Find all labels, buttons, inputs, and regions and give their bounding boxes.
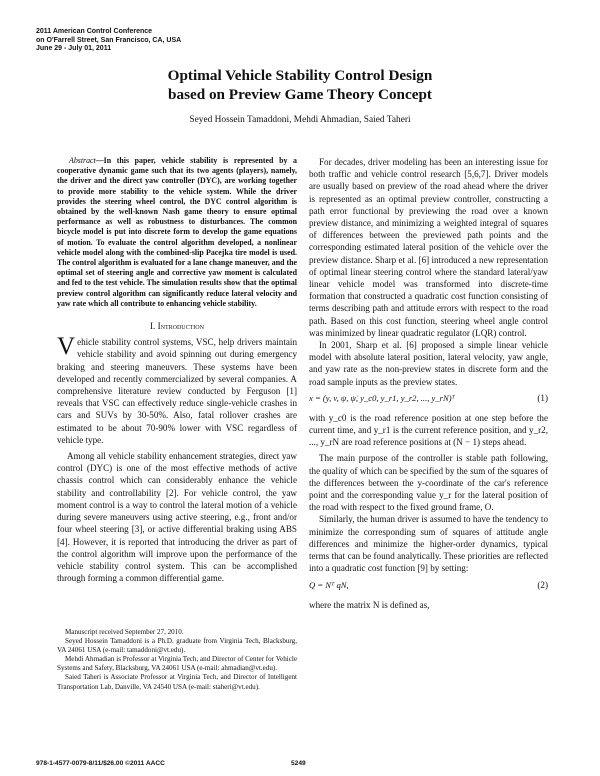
drop-cap: V	[57, 333, 76, 361]
conference-dates: June 29 - July 01, 2011	[36, 45, 112, 53]
equation-2	[309, 579, 548, 595]
left-column	[57, 156, 297, 584]
equation-1-number: (1)	[537, 392, 548, 403]
footnotes	[57, 628, 297, 692]
abstract	[57, 156, 297, 309]
intro-paragraph-1	[57, 333, 297, 446]
section-numeral: I.	[150, 321, 156, 332]
right-paragraph-2: In 2001, Sharp et al. [6] proposed a simple linear vehicle model with absolute lateral position, lateral velocity, yaw angle, and yaw rate as the non-preview states in discrete form and the road sample inputs as the preview states.	[309, 340, 548, 387]
conference-venue: on O'Farrell Street, San Francisco, CA, USA	[36, 36, 182, 44]
equation-1-body: x = (y, v, ψ, ψ̇, y_c0, y_r1, y_r2, ..., y_rN)ᵀ	[309, 392, 455, 403]
footer-isbn: 978-1-4577-0079-8/11/$26.00 ©2011 AACC	[36, 760, 165, 767]
footnote-received: Manuscript received September 27, 2010.	[65, 628, 184, 636]
abstract-text: In this paper, vehicle stability is represented by a cooperative dynamic game such that its two agents (players), namely, the driver and the direct yaw controller (DYC), are working together to provide more stability to the vehicle system. While the driver provides the steering wheel control, the DYC control algorithm is obtained by the well-known Nash game theory to ensure optimal performance as well as robustness to disturbances. The common bicycle model is put into discrete form to develop the game equations of motion. To evaluate the control algorithm developed, a nonlinear vehicle model along with the combined-slip Pacejka tire model is used. The control algorithm is evaluated for a lane change maneuver, and the optimal set of steering angle and corrective yaw moment is calculated and fed to the test vehicle. The simulation results show that the optimal preview control algorithm can significantly reduce lateral velocity and yaw rate which all contribute to enhancing vehicle stability.	[57, 156, 297, 308]
author-list: Seyed Hossein Tamaddoni, Mehdi Ahmadian, Saied Taheri	[189, 115, 411, 125]
equation-2-number: (2)	[537, 579, 548, 590]
equation-1	[309, 392, 548, 408]
right-paragraph-1: For decades, driver modeling has been an interesting issue for both traffic and vehicle control research [5,6,7]. Driver models are usually based on preview of the road ahead where the driver is represented as an optimal preview controller, constructing a path error functional by previewing the road over a known preview distance, and minimizing a weighted integral of squares of differences between the previewed path points and the corresponding estimated lateral position of the vehicle over the preview distance. Sharp et al. [6] introduced a new representation of optimal linear steering control where the standard lateral/yaw linear vehicle model was transformed into discrete-time formation that constructed a quadratic cost function consisting of terms describing path and attitude errors with respect to the road path. Based on this cost function, steering wheel angle control was minimized by linear quadratic regulator (LQR) control.	[309, 157, 548, 338]
right-paragraph-4: The main purpose of the controller is stable path following, the quality of which can be specified by the sum of the squares of the differences between the y-coordinate of the car's reference point and the corresponding value y_r for the lateral position of the road with respect to the fixed ground frame, O.	[309, 453, 548, 513]
intro-paragraph-2: Among all vehicle stability enhancement strategies, direct yaw control (DYC) is one of the most effective methods of active chassis control which can considerably enhance the vehicle stability and controllability [2]. For vehicle control, the yaw moment control is a way to control the lateral motion of a vehicle during severe maneuvers using active steering, e.g., front and/or four wheel steering [3], or active differential braking using ABS [4]. However, it is reported that introducing the driver as part of the control algorithm will improve upon the performance of the vehicle stability control system. This can be accomplished through forming a common differential game.	[57, 451, 297, 584]
right-paragraph-3: with y_c0 is the road reference position at one step before the current time, and y_r1 is the current reference position, and y_r2, ..., y_rN are road reference positions at (N − 1) steps ahead.	[309, 412, 548, 448]
title-line-2: based on Preview Game Theory Concept	[168, 85, 432, 103]
abstract-label: Abstract	[69, 156, 96, 165]
section-heading-introduction	[57, 320, 297, 332]
right-paragraph-6: where the matrix N is defined as,	[309, 599, 430, 610]
footnote-author-2: Mehdi Ahmadian is Professor at Virginia Tech, and Director of Center for Vehicle Systems and Safety, Blacksburg, VA 24061 USA (e-mail: ahmadian@vt.edu).	[57, 655, 297, 673]
equation-2-body: Q = Nᵀ qN,	[309, 579, 349, 590]
page-number: 5249	[291, 760, 306, 767]
paper-title	[0, 67, 600, 104]
conference-header	[36, 28, 181, 54]
conference-name: 2011 American Control Conference	[36, 28, 153, 35]
title-line-1: Optimal Vehicle Stability Control Design	[167, 67, 433, 84]
abstract-dash: —	[95, 156, 104, 165]
section-title: Introduction	[157, 321, 204, 332]
footnote-author-1: Seyed Hossein Tamaddoni is a Ph.D. graduate from Virginia Tech, Blacksburg, VA 24061 USA (e-mail: tamaddoni@vt.edu).	[57, 637, 297, 655]
right-paragraph-5: Similarly, the human driver is assumed to have the tendency to minimize the corresponding sum of squares of attitude angle differences and minimize the higher-order dynamics, typical terms that can be found analytically. These priorities are reflected into a quadratic cost function [9] by setting:	[309, 514, 548, 574]
intro-paragraph-1-text: ehicle stability control systems, VSC, help drivers maintain vehicle stability and avoid spinning out during emergency braking and steering maneuvers. These systems have been developed and recently commercialized by several companies. A comprehensive literature review conducted by Ferguson [1] reveals that VSC can effectively reduce single-vehicle crashes in cars and SUVs by 30-50%. Also, fatal rollover crashes are estimated to be about 70-90% lower with VSC regardless of vehicle type.	[57, 337, 297, 445]
right-column	[309, 156, 548, 611]
footnote-author-3: Saied Taheri is Associate Professor at Virginia Tech, and Director of Intelligent Transportation Lab, Danville, VA 24540 USA (e-mail: staheri@vt.edu).	[57, 673, 297, 691]
